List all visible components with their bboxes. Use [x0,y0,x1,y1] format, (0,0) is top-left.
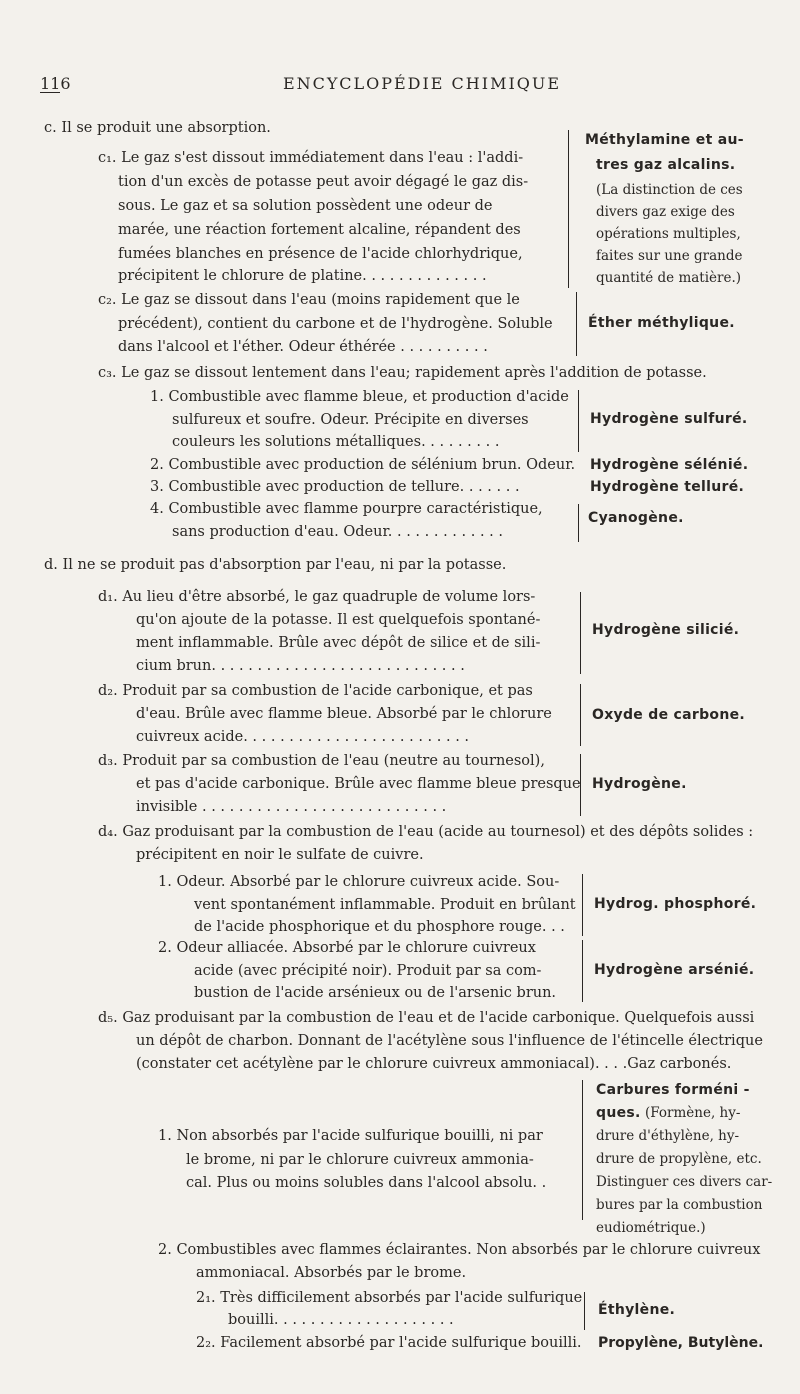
c3-item1-brace [572,390,579,452]
d4-item1-line-2: vent spontanément inflammable. Produit en brûlant [194,897,576,913]
d4-item2-result: Hydrogène arsénié. [594,962,755,978]
c3-line: c₃. Le gaz se dissout lentement dans l'eau; rapidement après l'addition de potasse. [98,365,707,381]
d1-line-1: d₁. Au lieu d'être absorbé, le gaz quadruple de volume lors- [98,589,536,605]
c1-line-5: fumées blanches en présence de l'acide chlorhydrique, [118,246,523,262]
d2-line-3: cuivreux acide. . . . . . . . . . . . . . . . . . . . . . . . . [136,729,470,745]
d4-item1-result: Hydrog. phosphoré. [594,896,757,912]
d4-line-1: d₄. Gaz produisant par la combustion de l'eau (acide au tournesol) et des dépôts solides : [98,824,754,840]
d5-item2-line-1: 2. Combustibles avec flammes éclairantes. Non absorbés par le chlorure cuivreux [158,1242,761,1258]
c1-note-line-3: opérations multiples, [596,226,741,242]
d1-line-4: cium brun. . . . . . . . . . . . . . . . . . . . . . . . . . . . [136,658,465,674]
c2-result: Éther méthylique. [588,315,735,331]
d5-line-1: d₅. Gaz produisant par la combustion de l'eau et de l'acide carbonique. Quelquefois aussi [98,1010,755,1026]
c1-note-line-5: quantité de matière.) [596,270,742,286]
d5-item2-sub1-line-1: 2₁. Très difficilement absorbés par l'acide sulfurique [196,1290,583,1306]
c2-line-3: dans l'alcool et l'éther. Odeur éthérée . . . . . . . . . . [118,339,488,355]
d3-line-1: d₃. Produit par sa combustion de l'eau (neutre au tournesol), [98,753,545,769]
d5-line-2: un dépôt de charbon. Donnant de l'acétylène sous l'influence de l'étincelle électrique [136,1033,763,1049]
d5-item2-sub1-brace [578,1292,585,1330]
c1-result-line-2: tres gaz alcalins. [596,157,736,173]
d4-item2-line-1: 2. Odeur alliacée. Absorbé par le chlorure cuivreux [158,940,536,956]
c3-item4-brace [572,504,579,542]
d5-item2-line-2: ammoniacal. Absorbés par le brome. [196,1265,467,1281]
d5-item2-sub2-line: 2₂. Facilement absorbé par l'acide sulfurique bouilli. [196,1335,582,1351]
d3-line-2: et pas d'acide carbonique. Brûle avec flamme bleue presque [136,776,581,792]
c1-note-line-1: (La distinction de ces [596,182,743,198]
section-c-heading: c. Il se produit une absorption. [44,120,271,136]
d2-brace [574,684,581,746]
c3-item3-result: Hydrogène telluré. [590,479,745,495]
d5-item1-note-line-6: eudiométrique.) [596,1220,706,1236]
c1-note-line-4: faites sur une grande [596,248,743,264]
d5-item2-sub2-result: Propylène, Butylène. [598,1335,764,1351]
d5-item1-brace [582,1080,589,1220]
d3-result: Hydrogène. [592,776,687,792]
d4-item2-line-3: bustion de l'acide arsénieux ou de l'arsenic brun. [194,985,557,1001]
d5-item1-note-line-5: bures par la combustion [596,1197,763,1213]
d4-item1-brace [576,874,583,936]
d3-line-3: invisible . . . . . . . . . . . . . . . . . . . . . . . . . . . [136,799,447,815]
d5-item1-note-line-1: (Formène, hy- [645,1105,741,1121]
c3-item3-line: 3. Combustible avec production de tellure. . . . . . . [150,479,520,495]
c1-line-4: marée, une réaction fortement alcaline, répandent des [118,222,521,238]
c3-item4-line-2: sans production d'eau. Odeur. . . . . . . . . . . . . [172,524,504,540]
d4-line-2: précipitent en noir le sulfate de cuivre. [136,847,424,863]
page-number: 116 [40,74,71,93]
d4-item1-line-1: 1. Odeur. Absorbé par le chlorure cuivreux acide. Sou- [158,874,560,890]
d1-result: Hydrogène silicié. [592,622,740,638]
c1-result-line-1: Méthylamine et au- [585,132,744,148]
d4-item2-brace [576,940,583,1002]
c1-brace [568,130,575,288]
c1-line-2: tion d'un excès de potasse peut avoir dégagé le gaz dis- [118,174,529,190]
d1-line-3: ment inflammable. Brûle avec dépôt de silice et de sili- [136,635,541,651]
d2-line-2: d'eau. Brûle avec flamme bleue. Absorbé par le chlorure [136,706,552,722]
d2-line-1: d₂. Produit par sa combustion de l'acide carbonique, et pas [98,683,533,699]
d4-item2-line-2: acide (avec précipité noir). Produit par sa com- [194,963,542,979]
c3-item1-line-3: couleurs les solutions métalliques. . . . . . . . . [172,434,500,450]
d5-item1-line-3: cal. Plus ou moins solubles dans l'alcool absolu. . [186,1175,547,1191]
d2-result: Oxyde de carbone. [592,707,746,723]
c1-line-6: précipitent le chlorure de platine. . . . . . . . . . . . . . [118,268,487,284]
c3-item1-result: Hydrogène sulfuré. [590,411,748,427]
running-title: ENCYCLOPÉDIE CHIMIQUE [283,74,562,93]
d4-item1-line-3: de l'acide phosphorique et du phosphore rouge. . . [194,919,565,935]
c2-line-2: précédent), contient du carbone et de l'hydrogène. Soluble [118,316,553,332]
d5-item1-line-2: le brome, ni par le chlorure cuivreux ammonia- [186,1152,534,1168]
c3-item1-line-1: 1. Combustible avec flamme bleue, et production d'acide [150,389,569,405]
c1-line-3: sous. Le gaz et sa solution possèdent une odeur de [118,198,493,214]
c2-line-1: c₂. Le gaz se dissout dans l'eau (moins rapidement que le [98,292,520,308]
c3-item2-result: Hydrogène sélénié. [590,457,749,473]
d5-item1-result-line-1: Carbures forméni - [596,1082,750,1098]
d5-line-3: (constater cet acétylène par le chlorure cuivreux ammoniacal). . . .Gaz carbonés. [136,1056,732,1072]
d5-item2-sub1-line-2: bouilli. . . . . . . . . . . . . . . . . . . . [228,1312,454,1328]
c1-note-line-2: divers gaz exige des [596,204,735,220]
d5-item1-line-1: 1. Non absorbés par l'acide sulfurique bouilli, ni par [158,1128,543,1144]
section-d-heading: d. Il ne se produit pas d'absorption par l'eau, ni par la potasse. [44,557,507,573]
d5-item1-note-line-4: Distinguer ces divers car- [596,1174,773,1190]
d3-brace [574,754,581,816]
d5-item1-note-line-2: drure d'éthylène, hy- [596,1128,740,1144]
c2-brace [570,292,577,356]
d1-brace [574,592,581,674]
c1-line-1: c₁. Le gaz s'est dissout immédiatement dans l'eau : l'addi- [98,150,524,166]
d1-line-2: qu'on ajoute de la potasse. Il est quelquefois spontané- [136,612,541,628]
c3-item1-line-2: sulfureux et soufre. Odeur. Précipite en diverses [172,412,529,428]
d5-item1-note-line-3: drure de propylène, etc. [596,1151,762,1167]
c3-item4-result: Cyanogène. [588,510,684,526]
d5-item2-sub1-result: Éthylène. [598,1302,676,1318]
c3-item4-line-1: 4. Combustible avec flamme pourpre caractéristique, [150,501,543,517]
d5-item1-result-line-2: ques. [596,1105,641,1121]
c3-item2-line: 2. Combustible avec production de sélénium brun. Odeur. [150,457,576,473]
